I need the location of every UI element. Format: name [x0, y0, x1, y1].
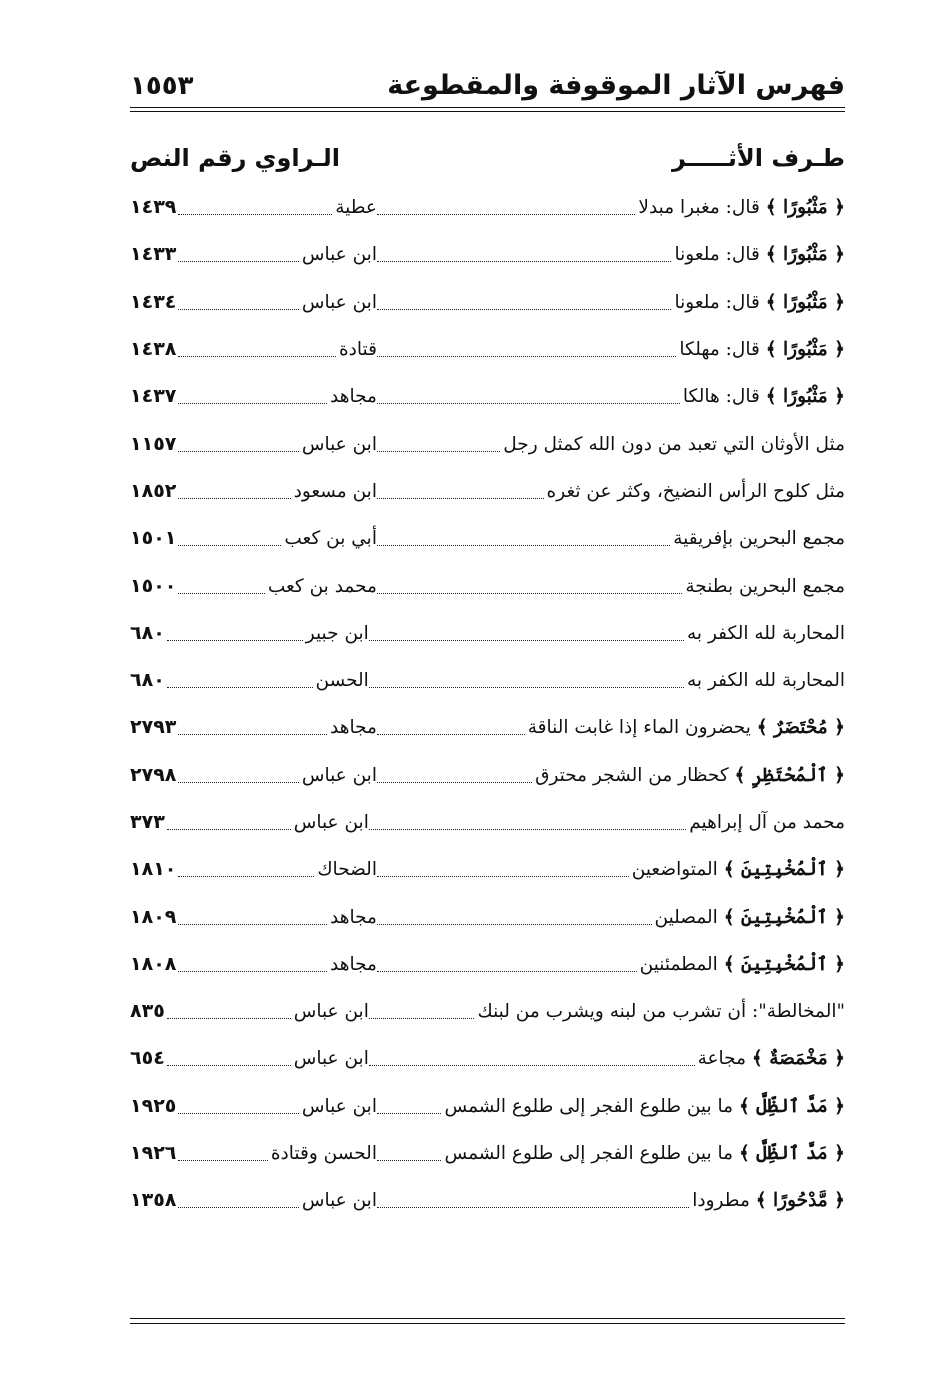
leader-dots	[167, 829, 291, 830]
index-entry-row	[130, 988, 845, 1035]
leader-dots	[369, 829, 686, 830]
index-entry-row	[130, 373, 845, 420]
narrator-name: ابن جبير	[305, 622, 369, 644]
athar-text: المطمئنين	[639, 953, 718, 975]
athar-text-wrap	[689, 1177, 845, 1224]
athar-text: قال: ملعونا	[674, 291, 760, 313]
text-number: ١٤٣٧	[130, 385, 177, 408]
athar-cell	[377, 846, 845, 893]
narrator-cell	[167, 657, 369, 704]
quran-word: ﴿ مَثْبُورًا ﴾	[765, 197, 845, 219]
leader-dots	[178, 545, 281, 546]
narrator-name: ابن عباس	[293, 1001, 369, 1023]
athar-text-wrap	[525, 704, 845, 751]
leader-dots	[377, 451, 500, 452]
quran-word: ﴿ مَثْبُورًا ﴾	[765, 291, 845, 313]
narrator-cell	[178, 752, 377, 799]
athar-text-wrap	[671, 231, 845, 278]
leader-dots	[167, 640, 303, 641]
leader-dots	[377, 593, 682, 594]
leader-dots	[178, 214, 332, 215]
quran-word: ﴿ ٱلْمُخْبِتِينَ ﴾	[723, 953, 845, 975]
index-entry-row	[130, 893, 845, 940]
athar-cell	[377, 752, 845, 799]
narrator-name: ابن عباس	[301, 764, 377, 786]
narrator-name: ابن عباس	[301, 433, 377, 455]
athar-text: المصلين	[654, 906, 718, 928]
narrator-name: الحسن	[315, 670, 369, 692]
text-number: ١٤٣٨	[130, 338, 177, 361]
athar-text: قال: مهلكا	[679, 339, 760, 361]
text-number: ١٩٢٦	[130, 1142, 177, 1165]
running-head	[130, 66, 845, 106]
index-entry-row	[130, 562, 845, 609]
athar-cell	[377, 373, 845, 420]
narrator-cell	[178, 1130, 377, 1177]
athar-cell	[377, 563, 845, 610]
athar-cell	[369, 657, 845, 704]
quran-word: ﴿ مَثْبُورًا ﴾	[765, 244, 845, 266]
leader-dots	[178, 1207, 298, 1208]
text-number: ٦٥٤	[130, 1047, 165, 1070]
index-entry-row	[130, 610, 845, 657]
column-header-athar: طـرف الأثـــــر	[671, 144, 845, 172]
narrator-cell	[178, 515, 377, 562]
narrator-name: أبي بن كعب	[284, 528, 377, 550]
leader-dots	[377, 782, 532, 783]
index-entry-row	[130, 704, 845, 751]
narrator-cell	[178, 704, 377, 751]
text-number: ٦٨٠	[130, 621, 165, 644]
athar-cell	[377, 326, 845, 373]
quran-word: ﴿ مَثْبُورًا ﴾	[765, 339, 845, 361]
index-entry-row	[130, 846, 845, 893]
athar-cell	[377, 1177, 845, 1224]
athar-text-wrap	[629, 846, 845, 893]
athar-text-wrap	[441, 1083, 845, 1130]
leader-dots	[178, 1113, 298, 1114]
leader-dots	[377, 971, 637, 972]
narrator-cell	[167, 799, 369, 846]
narrator-cell	[178, 279, 377, 326]
footer-rule-thin	[130, 1323, 845, 1324]
leader-dots	[178, 593, 264, 594]
athar-text-wrap	[635, 184, 845, 231]
leader-dots	[377, 214, 635, 215]
index-entry-row	[130, 420, 845, 467]
athar-text-wrap	[544, 468, 845, 515]
athar-text: مجمع البحرين بإفريقية	[673, 528, 845, 550]
column-headers	[130, 138, 845, 178]
athar-text: ما بين طلوع الفجر إلى طلوع الشمس	[444, 1095, 734, 1117]
athar-text: محمد من آل إبراهيم	[689, 812, 845, 833]
column-header-number: رقم النص	[130, 144, 247, 172]
leader-dots	[377, 356, 676, 357]
athar-text-wrap	[441, 1130, 845, 1177]
leader-dots	[377, 734, 525, 735]
column-header-narrator: الـراوي	[254, 144, 340, 172]
athar-text: المتواضعين	[631, 859, 718, 881]
leader-dots	[178, 498, 290, 499]
narrator-name: ابن عباس	[301, 244, 377, 266]
index-entry-row	[130, 326, 845, 373]
leader-dots	[369, 687, 684, 688]
quran-word: ﴿ ٱلْمُخْبِتِينَ ﴾	[723, 906, 845, 928]
athar-text: مجمع البحرين بطنجة	[685, 575, 845, 597]
quran-word: ﴿ مَّدْحُورًا ﴾	[755, 1190, 845, 1212]
athar-cell	[377, 184, 845, 231]
narrator-name: مجاهد	[330, 717, 377, 739]
leader-dots	[377, 876, 629, 877]
athar-text: مثل كلوح الرأس النضيخ، وكثر عن ثغره	[546, 480, 845, 502]
leader-dots	[178, 782, 298, 783]
quran-word: ﴿ ٱلْمُخْبِتِينَ ﴾	[723, 859, 845, 881]
narrator-name: مجاهد	[330, 953, 377, 975]
leader-dots	[377, 498, 544, 499]
narrator-cell	[178, 373, 377, 420]
athar-cell	[377, 894, 845, 941]
index-entry-row	[130, 184, 845, 231]
narrator-cell	[167, 1035, 369, 1082]
leader-dots	[178, 261, 298, 262]
leader-dots	[369, 1018, 475, 1019]
quran-word: ﴿ مَدَّ ٱلظِّلَّ ﴾	[738, 1095, 845, 1117]
narrator-cell	[178, 184, 377, 231]
index-entry-row	[130, 752, 845, 799]
athar-text: ما بين طلوع الفجر إلى طلوع الشمس	[444, 1143, 734, 1165]
index-entry-row	[130, 1035, 845, 1082]
narrator-cell	[178, 846, 377, 893]
narrator-cell	[178, 894, 377, 941]
index-entry-row	[130, 231, 845, 278]
athar-cell	[377, 704, 845, 751]
leader-dots	[377, 1160, 442, 1161]
athar-text: كحظار من الشجر محترق	[535, 764, 729, 786]
text-number: ١٤٣٩	[130, 196, 177, 219]
leader-dots	[178, 971, 327, 972]
leader-dots	[178, 924, 327, 925]
text-number: ١٩٢٥	[130, 1094, 177, 1117]
leader-dots	[369, 1065, 695, 1066]
leader-dots	[178, 356, 336, 357]
leader-dots	[178, 876, 314, 877]
text-number: ١٤٣٤	[130, 290, 177, 313]
text-number: ٢٧٩٣	[130, 716, 177, 739]
athar-text-wrap	[676, 326, 845, 373]
narrator-name: ابن عباس	[301, 1190, 377, 1212]
athar-cell	[377, 421, 845, 468]
narrator-cell	[178, 231, 377, 278]
text-number: ٨٣٥	[130, 1000, 165, 1023]
athar-text-wrap	[670, 515, 845, 562]
quran-word: ﴿ مُحْتَضَرٌ ﴾	[756, 717, 845, 739]
athar-text-wrap	[682, 563, 845, 610]
narrator-name: ابن عباس	[301, 291, 377, 313]
narrator-cell	[178, 563, 377, 610]
text-number: ١٥٠٠	[130, 574, 177, 597]
header-rule	[130, 107, 845, 108]
athar-text: قال: ملعونا	[674, 244, 760, 266]
index-entry-row	[130, 799, 845, 846]
index-entries	[130, 184, 845, 1225]
athar-text-wrap	[695, 1035, 845, 1082]
athar-cell	[377, 1083, 845, 1130]
index-entry-row	[130, 279, 845, 326]
leader-dots	[377, 545, 670, 546]
narrator-cell	[167, 610, 369, 657]
athar-text: يحضرون الماء إذا غابت الناقة	[527, 717, 751, 739]
athar-text-wrap	[684, 610, 845, 657]
leader-dots	[178, 451, 298, 452]
athar-text-wrap	[680, 373, 845, 420]
athar-text-wrap	[671, 279, 845, 326]
text-number: ١٨١٠	[130, 858, 177, 881]
text-number: ١٨٥٢	[130, 479, 177, 502]
leader-dots	[178, 1160, 267, 1161]
narrator-name: ابن مسعود	[293, 480, 377, 502]
narrator-name: الحسن وقتادة	[270, 1143, 377, 1165]
athar-text-wrap	[652, 894, 845, 941]
leader-dots	[178, 734, 327, 735]
leader-dots	[167, 687, 313, 688]
index-entry-row	[130, 1083, 845, 1130]
leader-dots	[377, 309, 672, 310]
narrator-cell	[178, 941, 377, 988]
narrator-name: ابن عباس	[293, 812, 369, 833]
text-number: ١٥٠١	[130, 527, 177, 550]
index-entry-row	[130, 468, 845, 515]
narrator-cell	[178, 421, 377, 468]
athar-cell	[369, 799, 845, 846]
narrator-name: مجاهد	[330, 386, 377, 408]
athar-text-wrap	[474, 988, 845, 1035]
athar-text: مجاعة	[697, 1048, 747, 1070]
index-entry-row	[130, 1177, 845, 1224]
athar-text: قال: مغبرا مبدلا	[638, 197, 760, 219]
index-entry-row	[130, 1130, 845, 1177]
athar-text: مطرودا	[692, 1190, 750, 1212]
athar-text-wrap	[532, 752, 845, 799]
leader-dots	[377, 403, 680, 404]
leader-dots	[377, 924, 652, 925]
athar-cell	[377, 515, 845, 562]
athar-text-wrap	[500, 421, 845, 468]
narrator-cell	[178, 326, 377, 373]
narrator-cell	[178, 468, 377, 515]
index-entry-row	[130, 941, 845, 988]
athar-text-wrap	[686, 799, 845, 846]
quran-word: ﴿ مَخْمَصَةٌ ﴾	[751, 1048, 845, 1070]
text-number: ٣٧٣	[130, 811, 165, 833]
leader-dots	[167, 1065, 291, 1066]
athar-cell	[377, 1130, 845, 1177]
narrator-cell	[167, 988, 369, 1035]
text-number: ١٤٣٣	[130, 243, 177, 266]
narrator-cell	[178, 1177, 377, 1224]
text-number: ١١٥٧	[130, 432, 177, 455]
athar-text-wrap	[637, 941, 845, 988]
quran-word: ﴿ ٱلْمُحْتَظِرِ ﴾	[734, 764, 845, 786]
narrator-name: الضحاك	[317, 859, 377, 881]
narrator-name: قتادة	[338, 339, 377, 361]
leader-dots	[377, 1113, 442, 1114]
athar-cell	[377, 231, 845, 278]
text-number: ٢٧٩٨	[130, 763, 177, 786]
narrator-name: مجاهد	[330, 906, 377, 928]
header-rule-thin	[130, 111, 845, 112]
athar-text: مثل الأوثان التي تعبد من دون الله كمثل رجل	[503, 433, 845, 455]
narrator-cell	[178, 1083, 377, 1130]
athar-text: المحاربة لله الكفر به	[687, 622, 845, 644]
athar-cell	[377, 279, 845, 326]
athar-cell	[369, 988, 845, 1035]
text-number: ١٨٠٨	[130, 952, 177, 975]
text-number: ١٨٠٩	[130, 905, 177, 928]
text-number: ١٣٥٨	[130, 1189, 177, 1212]
athar-cell	[369, 1035, 845, 1082]
leader-dots	[167, 1018, 291, 1019]
narrator-name: ابن عباس	[301, 1095, 377, 1117]
athar-cell	[377, 941, 845, 988]
leader-dots	[178, 403, 327, 404]
narrator-name: ابن عباس	[293, 1048, 369, 1070]
quran-word: ﴿ مَدَّ ٱلظِّلَّ ﴾	[738, 1143, 845, 1165]
index-entry-row	[130, 515, 845, 562]
narrator-name: عطية	[335, 197, 377, 219]
footer-rule	[130, 1318, 845, 1319]
athar-cell	[369, 610, 845, 657]
quran-word: ﴿ مَثْبُورًا ﴾	[765, 386, 845, 408]
running-title: فهرس الآثار الموقوفة والمقطوعة	[387, 70, 845, 101]
athar-text: المحاربة لله الكفر به	[687, 670, 845, 692]
athar-text: "المخالطة": أن تشرب من لبنه ويشرب من لبنك	[477, 1001, 845, 1023]
leader-dots	[377, 1207, 689, 1208]
leader-dots	[178, 309, 298, 310]
leader-dots	[369, 640, 684, 641]
index-entry-row	[130, 657, 845, 704]
leader-dots	[377, 261, 672, 262]
athar-text: قال: هالكا	[682, 386, 760, 408]
athar-cell	[377, 468, 845, 515]
text-number: ٦٨٠	[130, 669, 165, 692]
page-number: ١٥٥٣	[130, 71, 194, 101]
narrator-name: محمد بن كعب	[267, 575, 377, 597]
athar-text-wrap	[684, 657, 845, 704]
